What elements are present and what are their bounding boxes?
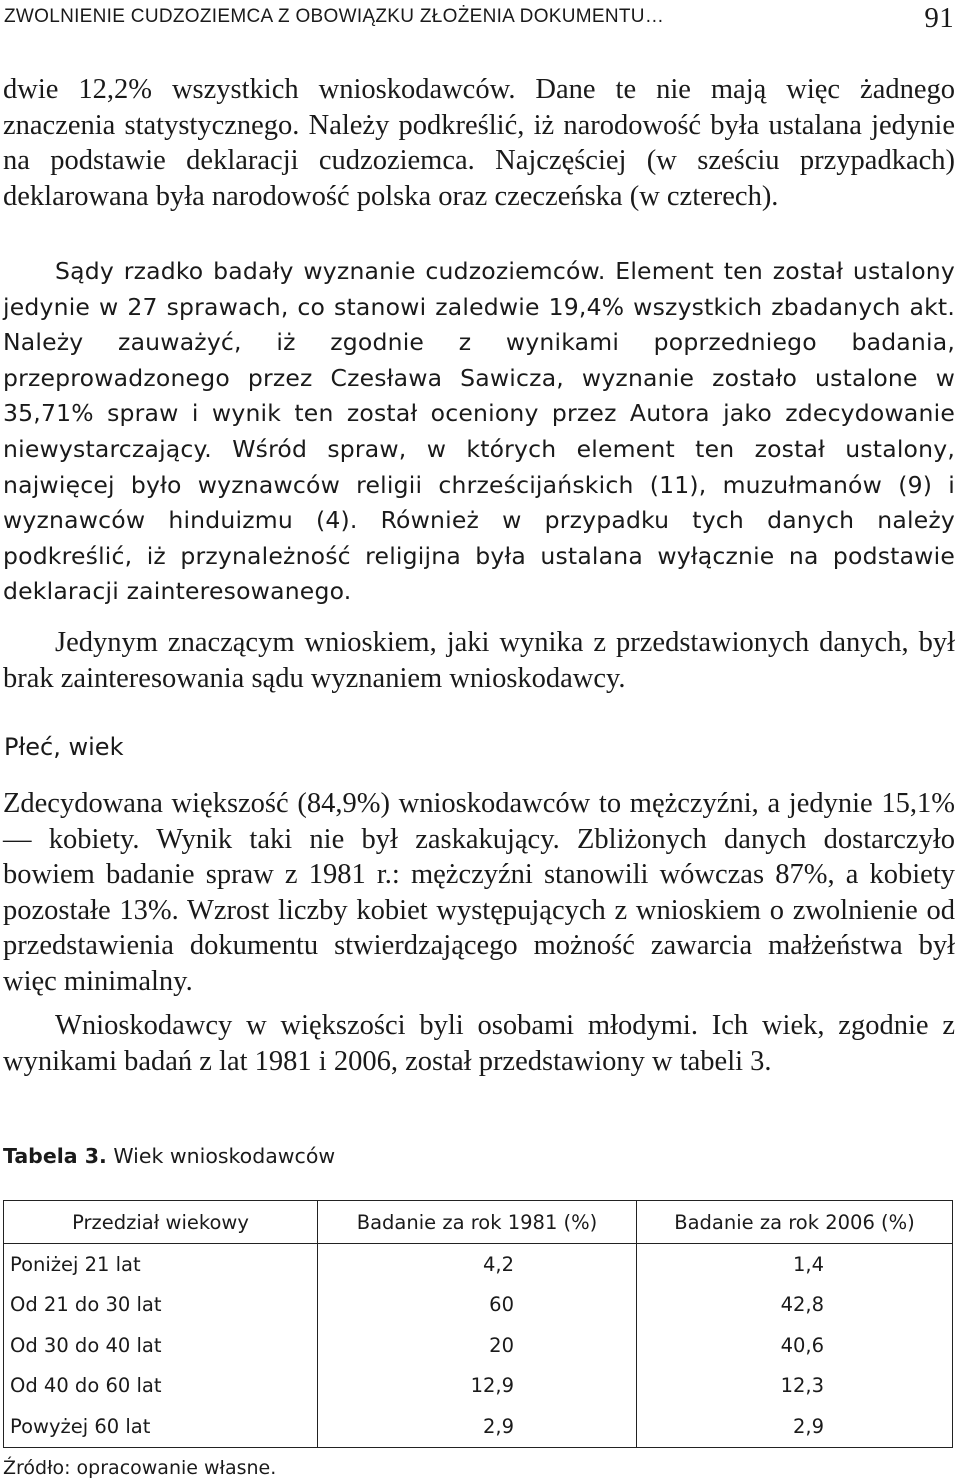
table-cell-2006: 1,4 xyxy=(637,1244,953,1285)
table-cell-range: Poniżej 21 lat xyxy=(4,1244,318,1285)
table-cell-2006: 2,9 xyxy=(637,1406,953,1447)
paragraph-text: dwie 12,2% wszystkich wnioskodawców. Dane te nie mają więc żadnego znaczenia statystycznego. Należy podkreślić, iż narodowość była ustalana jedynie na podstawie deklaracji cudzoziemca. Najczęściej (w sześciu przypadkach) deklarowana była narodowość polska oraz czeczeńska (w czterech). xyxy=(3,74,955,212)
table-row xyxy=(4,1325,953,1366)
table-row xyxy=(4,1366,953,1407)
table-row xyxy=(4,1244,953,1285)
table-cell-range: Od 30 do 40 lat xyxy=(4,1325,318,1366)
table-caption-label: Tabela 3. xyxy=(3,1144,107,1168)
section-heading: Płeć, wiek xyxy=(4,733,124,761)
page-header xyxy=(4,2,954,32)
column-header: Przedział wiekowy xyxy=(4,1201,318,1244)
column-header: Badanie za rok 2006 (%) xyxy=(637,1201,953,1244)
paragraph-text: Wnioskodawcy w większości byli osobami młodymi. Ich wiek, zgodnie z wynikami badań z lat 1981 i 2006, został przedstawiony w tabeli 3. xyxy=(3,1010,955,1077)
table-cell-1981: 2,9 xyxy=(318,1406,637,1447)
table-cell-2006: 12,3 xyxy=(637,1366,953,1407)
table-caption-text: Wiek wnioskodawców xyxy=(113,1144,336,1168)
table-cell-1981: 4,2 xyxy=(318,1244,637,1285)
paragraph-religion xyxy=(3,254,955,610)
age-table xyxy=(3,1200,953,1448)
paragraph-text: Jedynym znaczącym wnioskiem, jaki wynika z przedstawionych danych, był brak zainteresowania sądu wyznaniem wnioskodawcy. xyxy=(3,627,955,694)
table-cell-1981: 12,9 xyxy=(318,1366,637,1407)
table-cell-2006: 42,8 xyxy=(637,1285,953,1326)
page-number: 91 xyxy=(924,2,954,34)
paragraph-age xyxy=(3,1008,955,1079)
paragraph-conclusion xyxy=(3,625,955,696)
paragraph-text: Zdecydowana większość (84,9%) wnioskodawców to mężczyźni, a jedynie 15,1% — kobiety. Wynik taki nie był zaskakujący. Zbliżonych danych dostarczyło bowiem badanie spraw z 1981 r.: mężczyźni stanowili wówczas 87%, a kobiety pozostałe 13%. Wzrost liczby kobiet występujących z wnioskiem o zwolnienie od przedstawienia dokumentu stwierdzającego możność zawarcia małżeństwa był więc minimalny. xyxy=(3,788,955,997)
table-cell-1981: 20 xyxy=(318,1325,637,1366)
table-row xyxy=(4,1285,953,1326)
table-cell-range: Powyżej 60 lat xyxy=(4,1406,318,1447)
table-row xyxy=(4,1406,953,1447)
table-cell-range: Od 21 do 30 lat xyxy=(4,1285,318,1326)
table-caption xyxy=(3,1144,335,1168)
table-cell-range: Od 40 do 60 lat xyxy=(4,1366,318,1407)
paragraph-gender xyxy=(3,786,955,1000)
column-header: Badanie za rok 1981 (%) xyxy=(318,1201,637,1244)
paragraph-nationality xyxy=(3,72,955,214)
table-source: Źródło: opracowanie własne. xyxy=(3,1457,277,1479)
running-title: ZWOLNIENIE CUDZOZIEMCA Z OBOWIĄZKU ZŁOŻENIA DOKUMENTU… xyxy=(4,6,665,27)
table-cell-1981: 60 xyxy=(318,1285,637,1326)
table-cell-2006: 40,6 xyxy=(637,1325,953,1366)
table-header-row xyxy=(4,1201,953,1244)
paragraph-text: Sądy rzadko badały wyznanie cudzoziemców. Element ten został ustalony jedynie w 27 sprawach, co stanowi zaledwie 19,4% wszystkich zbadanych akt. Należy zauważyć, iż zgodnie z wynikami poprzedniego badania, przeprowadzonego przez Czesława Sawicza, wyznanie zostało ustalone w 35,71% spraw i wynik ten został oceniony przez Autora jako zdecydowanie niewystarczający. Wśród spraw, w których element ten został ustalony, najwięcej było wyznawców religii chrześcijańskich (11), muzułmanów (9) i wyznawców hinduizmu (4). Również w przypadku tych danych należy podkreślić, iż przynależność religijna była ustalana wyłącznie na podstawie deklaracji zainteresowanego. xyxy=(3,257,955,606)
